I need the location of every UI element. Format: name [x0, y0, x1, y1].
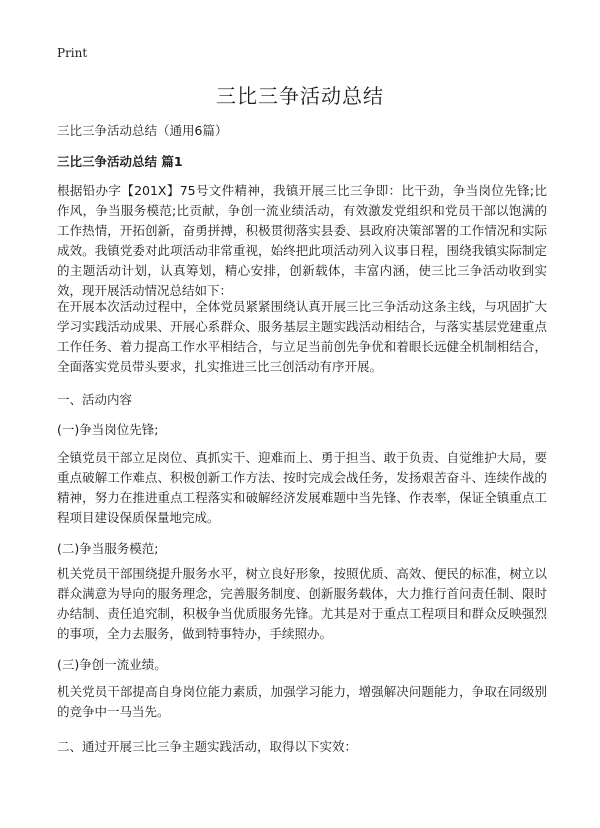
heading-results: 二、通过开展三比三争主题实践活动，取得以下实效： — [57, 739, 358, 754]
paragraph-post-pioneer: 全镇党员干部立足岗位、真抓实干、迎难而上、勇于担当、敢于负责、自觉维护大局，要重点破解工作难点、积极创新工作方法、按时完成会战任务，发扬艰苦奋斗、连续作战的精神，努力在推进重点工程落实和破解经济发展难题中当先锋、作表率，保证全镇重点工程项目建设保质保量地完成。 — [57, 450, 547, 525]
paragraph-first-class: 机关党员干部提高自身岗位能力素质，加强学习能力，增强解决问题能力，争取在同级别的竞争中一马当先。 — [57, 684, 547, 719]
paragraph-process: 在开展本次活动过程中，全体党员紧紧围绕认真开展三比三争活动这条主线，与巩固扩大学习实践活动成果、开展心系群众、服务基层主题实践活动相结合，与落实基层党建重点工作任务、着力提高工作水平相结合，与立足当前创先争优和着眼长远健全机制相结合，全面落实党员带头要求，扎实推进三比三创活动有序开展。 — [57, 299, 547, 374]
document-title: 三比三争活动总结 — [216, 84, 384, 108]
heading-activity-content: 一、活动内容 — [57, 392, 133, 407]
document-subtitle: 三比三争活动总结（通用6篇） — [57, 123, 228, 138]
section-heading: 三比三争活动总结 篇1 — [57, 154, 183, 169]
subheading-post-pioneer: (一)争当岗位先锋; — [57, 422, 159, 437]
paragraph-intro: 根据铅办字【201X】75号文件精神，我镇开展三比三争即：比干劲，争当岗位先锋;比作风，争当服务模范;比贡献，争创一流业绩活动，有效激发党组织和党员干部以饱满的工作热情，开拓创新，奋勇拼搏，积极贯彻落实县委、县政府决策部署的工作情况和实际成效。我镇党委对此项活动非常重视，始终把此项活动列入议事日程，围绕我镇实际制定的主题活动计划，认真筹划，精心安排，创新载体，丰富内涵，使三比三争活动收到实效，现开展活动情况总结如下： — [57, 183, 547, 298]
print-link[interactable]: Print — [57, 46, 88, 60]
paragraph-service-model: 机关党员干部围绕提升服务水平，树立良好形象，按照优质、高效、便民的标准，树立以群众满意为导向的服务理念，完善服务制度、创新服务载体，大力推行首问责任制、限时办结制、责任追究制，积极争当优质服务先锋。尤其是对于重点工程项目和群众反映强烈的事项，全力去服务，做到特事特办，手续照办。 — [57, 566, 547, 641]
subheading-first-class: (三)争创一流业绩。 — [57, 657, 167, 672]
subheading-service-model: (二)争当服务模范; — [57, 541, 159, 556]
